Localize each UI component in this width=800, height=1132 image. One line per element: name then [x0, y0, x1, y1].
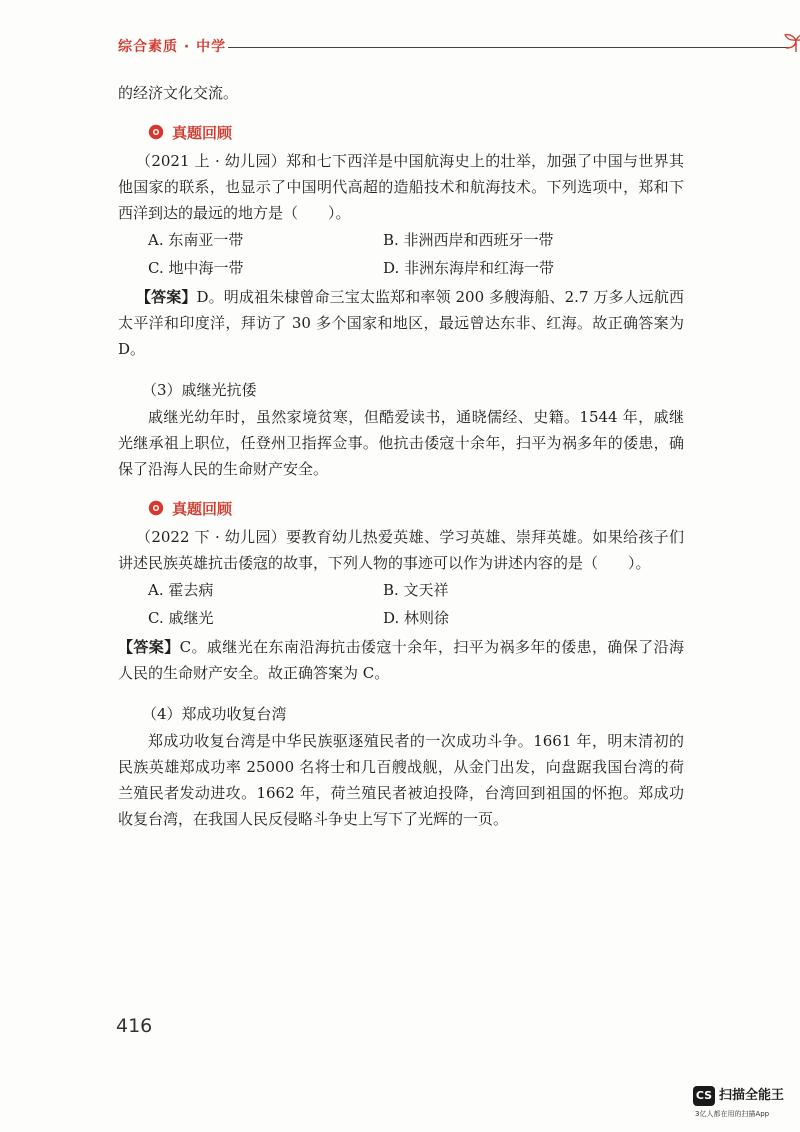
sprout-icon [782, 30, 800, 56]
header-rule [228, 47, 788, 48]
answer-paragraph [118, 634, 684, 686]
page-header [118, 30, 704, 60]
option-a: A. 霍去病 [148, 581, 214, 599]
review-heading-1 [118, 118, 684, 146]
sun-icon [148, 124, 164, 140]
watermark-subtitle: 3亿人都在用的扫描App [695, 1110, 770, 1118]
section-body-4: 郑成功收复台湾是中华民族驱逐殖民者的一次成功斗争。1661 年，明末清初的民族英雄郑成功率 25000 名将士和几百艘战舰，从金门出发，向盘踞我国台湾的荷兰殖民者发动进攻。1662 年，荷兰殖民者被迫投降，台湾回到祖国的怀抱。郑成功收复台湾，在我国人民反侵略斗争史上写下了光辉的一页。 [118, 732, 684, 828]
option-b: B. 非洲西岸和西班牙一带 [383, 231, 554, 249]
section-title-3: （3）戚继光抗倭 [142, 381, 257, 399]
options-list [118, 226, 684, 282]
answer-label: 【答案】 [136, 288, 197, 306]
option-b: B. 文天祥 [383, 581, 449, 599]
continuation-text: 的经济文化交流。 [118, 84, 239, 102]
watermark-name: 扫描全能王 [719, 1088, 785, 1103]
option-c: C. 地中海一带 [148, 259, 244, 277]
scanner-watermark [693, 1086, 797, 1128]
answer-label: 【答案】 [118, 638, 180, 656]
section-body-3: 戚继光幼年时，虽然家境贫寒，但酷爱读书，通晓儒经、史籍。1544 年，戚继光继承祖上职位，任登州卫指挥佥事。他抗击倭寇十余年，扫平为祸多年的倭患，确保了沿海人民的生命财产安全。 [118, 408, 684, 478]
option-c: C. 戚继光 [148, 609, 214, 627]
header-title: 综合素质 · 中学 [118, 39, 227, 55]
option-d: D. 林则徐 [383, 609, 450, 627]
section-title-4: （4）郑成功收复台湾 [142, 705, 287, 723]
option-a: A. 东南亚一带 [148, 231, 244, 249]
sun-icon [148, 500, 164, 516]
page-content [118, 80, 684, 832]
option-d: D. 非洲东海岸和红海一带 [383, 259, 555, 277]
camscanner-logo-icon: CS [693, 1086, 715, 1106]
answer-paragraph [118, 284, 684, 362]
options-list [118, 576, 684, 632]
review-heading-label: 真题回顾 [172, 499, 233, 518]
page-number: 416 [116, 1015, 153, 1037]
question-text: （2021 上 · 幼儿园）郑和七下西洋是中国航海史上的壮举，加强了中国与世界其他国家的联系，也显示了中国明代高超的造船技术和航海技术。下列选项中，郑和下西洋到达的最远的地方是（ ）。 [118, 152, 684, 222]
answer-text: D。明成祖朱棣曾命三宝太监郑和率领 200 多艘海船、2.7 万多人远航西太平洋和印度洋，拜访了 30 多个国家和地区，最远曾达东非、红海。故正确答案为 D。 [118, 288, 684, 358]
review-heading-label: 真题回顾 [172, 123, 233, 142]
answer-text: C。戚继光在东南沿海抗击倭寇十余年，扫平为祸多年的倭患，确保了沿海人民的生命财产安全。故正确答案为 C。 [118, 638, 684, 682]
review-heading-2 [118, 494, 684, 522]
question-text: （2022 下 · 幼儿园）要教育幼儿热爱英雄、学习英雄、崇拜英雄。如果给孩子们讲述民族英雄抗击倭寇的故事，下列人物的事迹可以作为讲述内容的是（ ）。 [118, 528, 684, 572]
